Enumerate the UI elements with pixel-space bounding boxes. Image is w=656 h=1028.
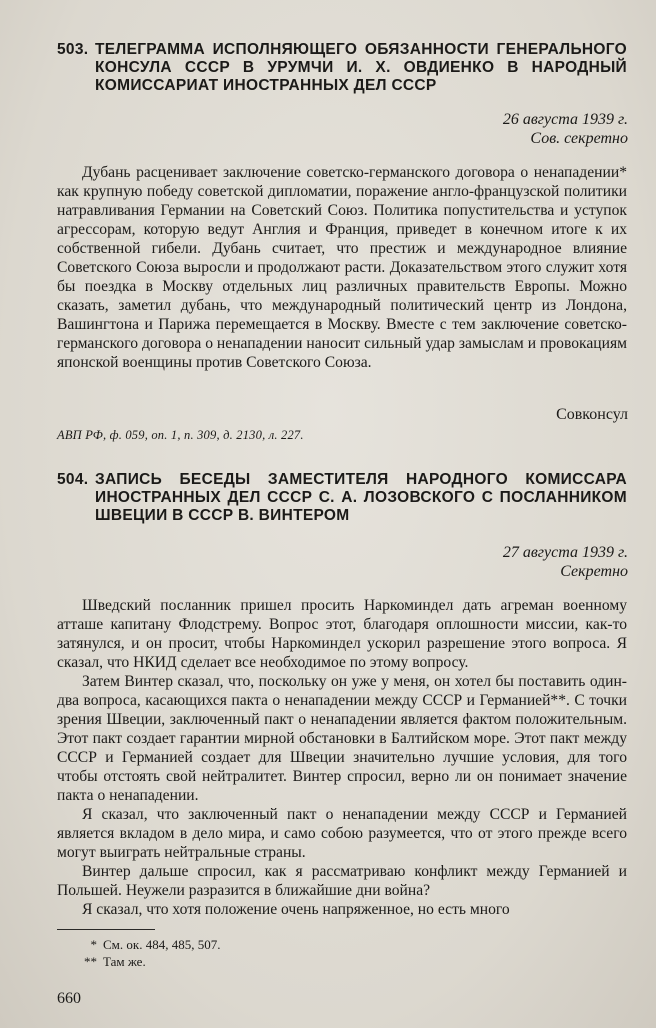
- doc-503-classification: Сов. секретно: [530, 130, 628, 147]
- doc-504-paragraph-4: Винтер дальше спросил, как я рассматриваю конфликт между Германией и Польшей. Неужели разразится в ближайшие дни война?: [57, 863, 627, 899]
- doc-504-number: 504.: [57, 471, 89, 488]
- doc-504-body: [57, 596, 627, 919]
- page-number: 660: [57, 990, 81, 1007]
- doc-504-classification: Секретно: [560, 563, 628, 580]
- doc-503-dateblock: [503, 110, 628, 148]
- doc-504-paragraph-3: Я сказал, что заключенный пакт о ненападении между СССР и Германией является вкладом в дело мира, и само собою разумеется, что от этого прежде всего могут выиграть нейтральные страны.: [57, 806, 627, 861]
- doc-504-paragraph-1: Шведский посланник пришел просить Наркоминдел дать агреман военному атташе капитану Флодстрему. Вопрос этот, благодаря оплошности миссии, как-то затянулся, и он просит, чтобы Наркоминдел ускорил разрешение этого вопроса. Я сказал, что НКИД сделает все необходимое по этому вопросу.: [57, 597, 627, 671]
- footnote-separator: [57, 929, 155, 930]
- doc-504-paragraph-2: Затем Винтер сказал, что, поскольку он уже у меня, он хотел бы поставить один-два вопроса, касающихся пакта о ненападении между СССР и Германией**. С точки зрения Швеции, заключенный пакт о ненападении является фактом положительным. Этот пакт создает гарантии мирной обстановки в Балтийском море. Этот пакт между СССР и Германией создает для Швеции значительно лучшие условия, для того чтобы отстоять свой нейтралитет. Винтер спросил, верно ли он понимает значение пакта о ненападении.: [57, 673, 627, 804]
- doc-504-heading: [57, 471, 627, 525]
- footnote-1: [75, 936, 220, 953]
- doc-503-title: ТЕЛЕГРАММА ИСПОЛНЯЮЩЕГО ОБЯЗАННОСТИ ГЕНЕРАЛЬНОГО КОНСУЛА СССР В УРУМЧИ И. Х. ОВДИЕНКО В НАРОДНЫЙ КОМИССАРИАТ ИНОСТРАННЫХ ДЕЛ СССР: [95, 41, 627, 94]
- footnotes: [75, 936, 220, 970]
- doc-504-dateblock: [503, 543, 628, 581]
- doc-503-signature: Совконсул: [556, 406, 628, 423]
- footnote-2: [75, 953, 220, 970]
- doc-503-number: 503.: [57, 41, 89, 58]
- footnote-1-text: См. ок. 484, 485, 507.: [103, 937, 221, 952]
- doc-504-date: 27 августа 1939 г.: [502, 544, 628, 561]
- doc-504-paragraph-5: Я сказал, что хотя положение очень напряженное, но есть много: [82, 901, 510, 918]
- doc-503-date: 26 августа 1939 г.: [502, 111, 628, 128]
- doc-503-heading: [57, 41, 627, 95]
- doc-504-title: ЗАПИСЬ БЕСЕДЫ ЗАМЕСТИТЕЛЯ НАРОДНОГО КОМИССАРА ИНОСТРАННЫХ ДЕЛ СССР С. А. ЛОЗОВСКОГО С ПОСЛАННИКОМ ШВЕЦИИ В СССР В. ВИНТЕРОМ: [95, 471, 627, 524]
- footnote-2-text: Там же.: [103, 954, 146, 969]
- footnote-1-mark: *: [90, 937, 97, 952]
- doc-503-body: [57, 163, 627, 372]
- footnote-2-mark: **: [84, 954, 97, 969]
- doc-503-paragraph-1: Дубань расценивает заключение советско-германского договора о ненападении* как крупную победу советской дипломатии, поражение англо-французской политики натравливания Германии на Советский Союз. Политика попустительства и уступок агрессорам, которую ведут Англия и Франция, приведет в конечном итоге к их собственной гибели. Дубань считает, что престиж и международное влияние Советского Союза выросли и продолжают расти. Доказательством этого служит хотя бы поездка в Москву отдельных лиц различных правительств Европы. Можно сказать, заметил дубань, что международный политический центр из Лондона, Вашингтона и Парижа перемещается в Москву. Вместе с тем заключение советско-германского договора о ненападении наносит сильный удар замыслам и провокациям японской военщины против Советского Союза.: [57, 164, 627, 371]
- doc-503-archive-reference: АВП РФ, ф. 059, оп. 1, п. 309, д. 2130, л. 227.: [57, 428, 304, 442]
